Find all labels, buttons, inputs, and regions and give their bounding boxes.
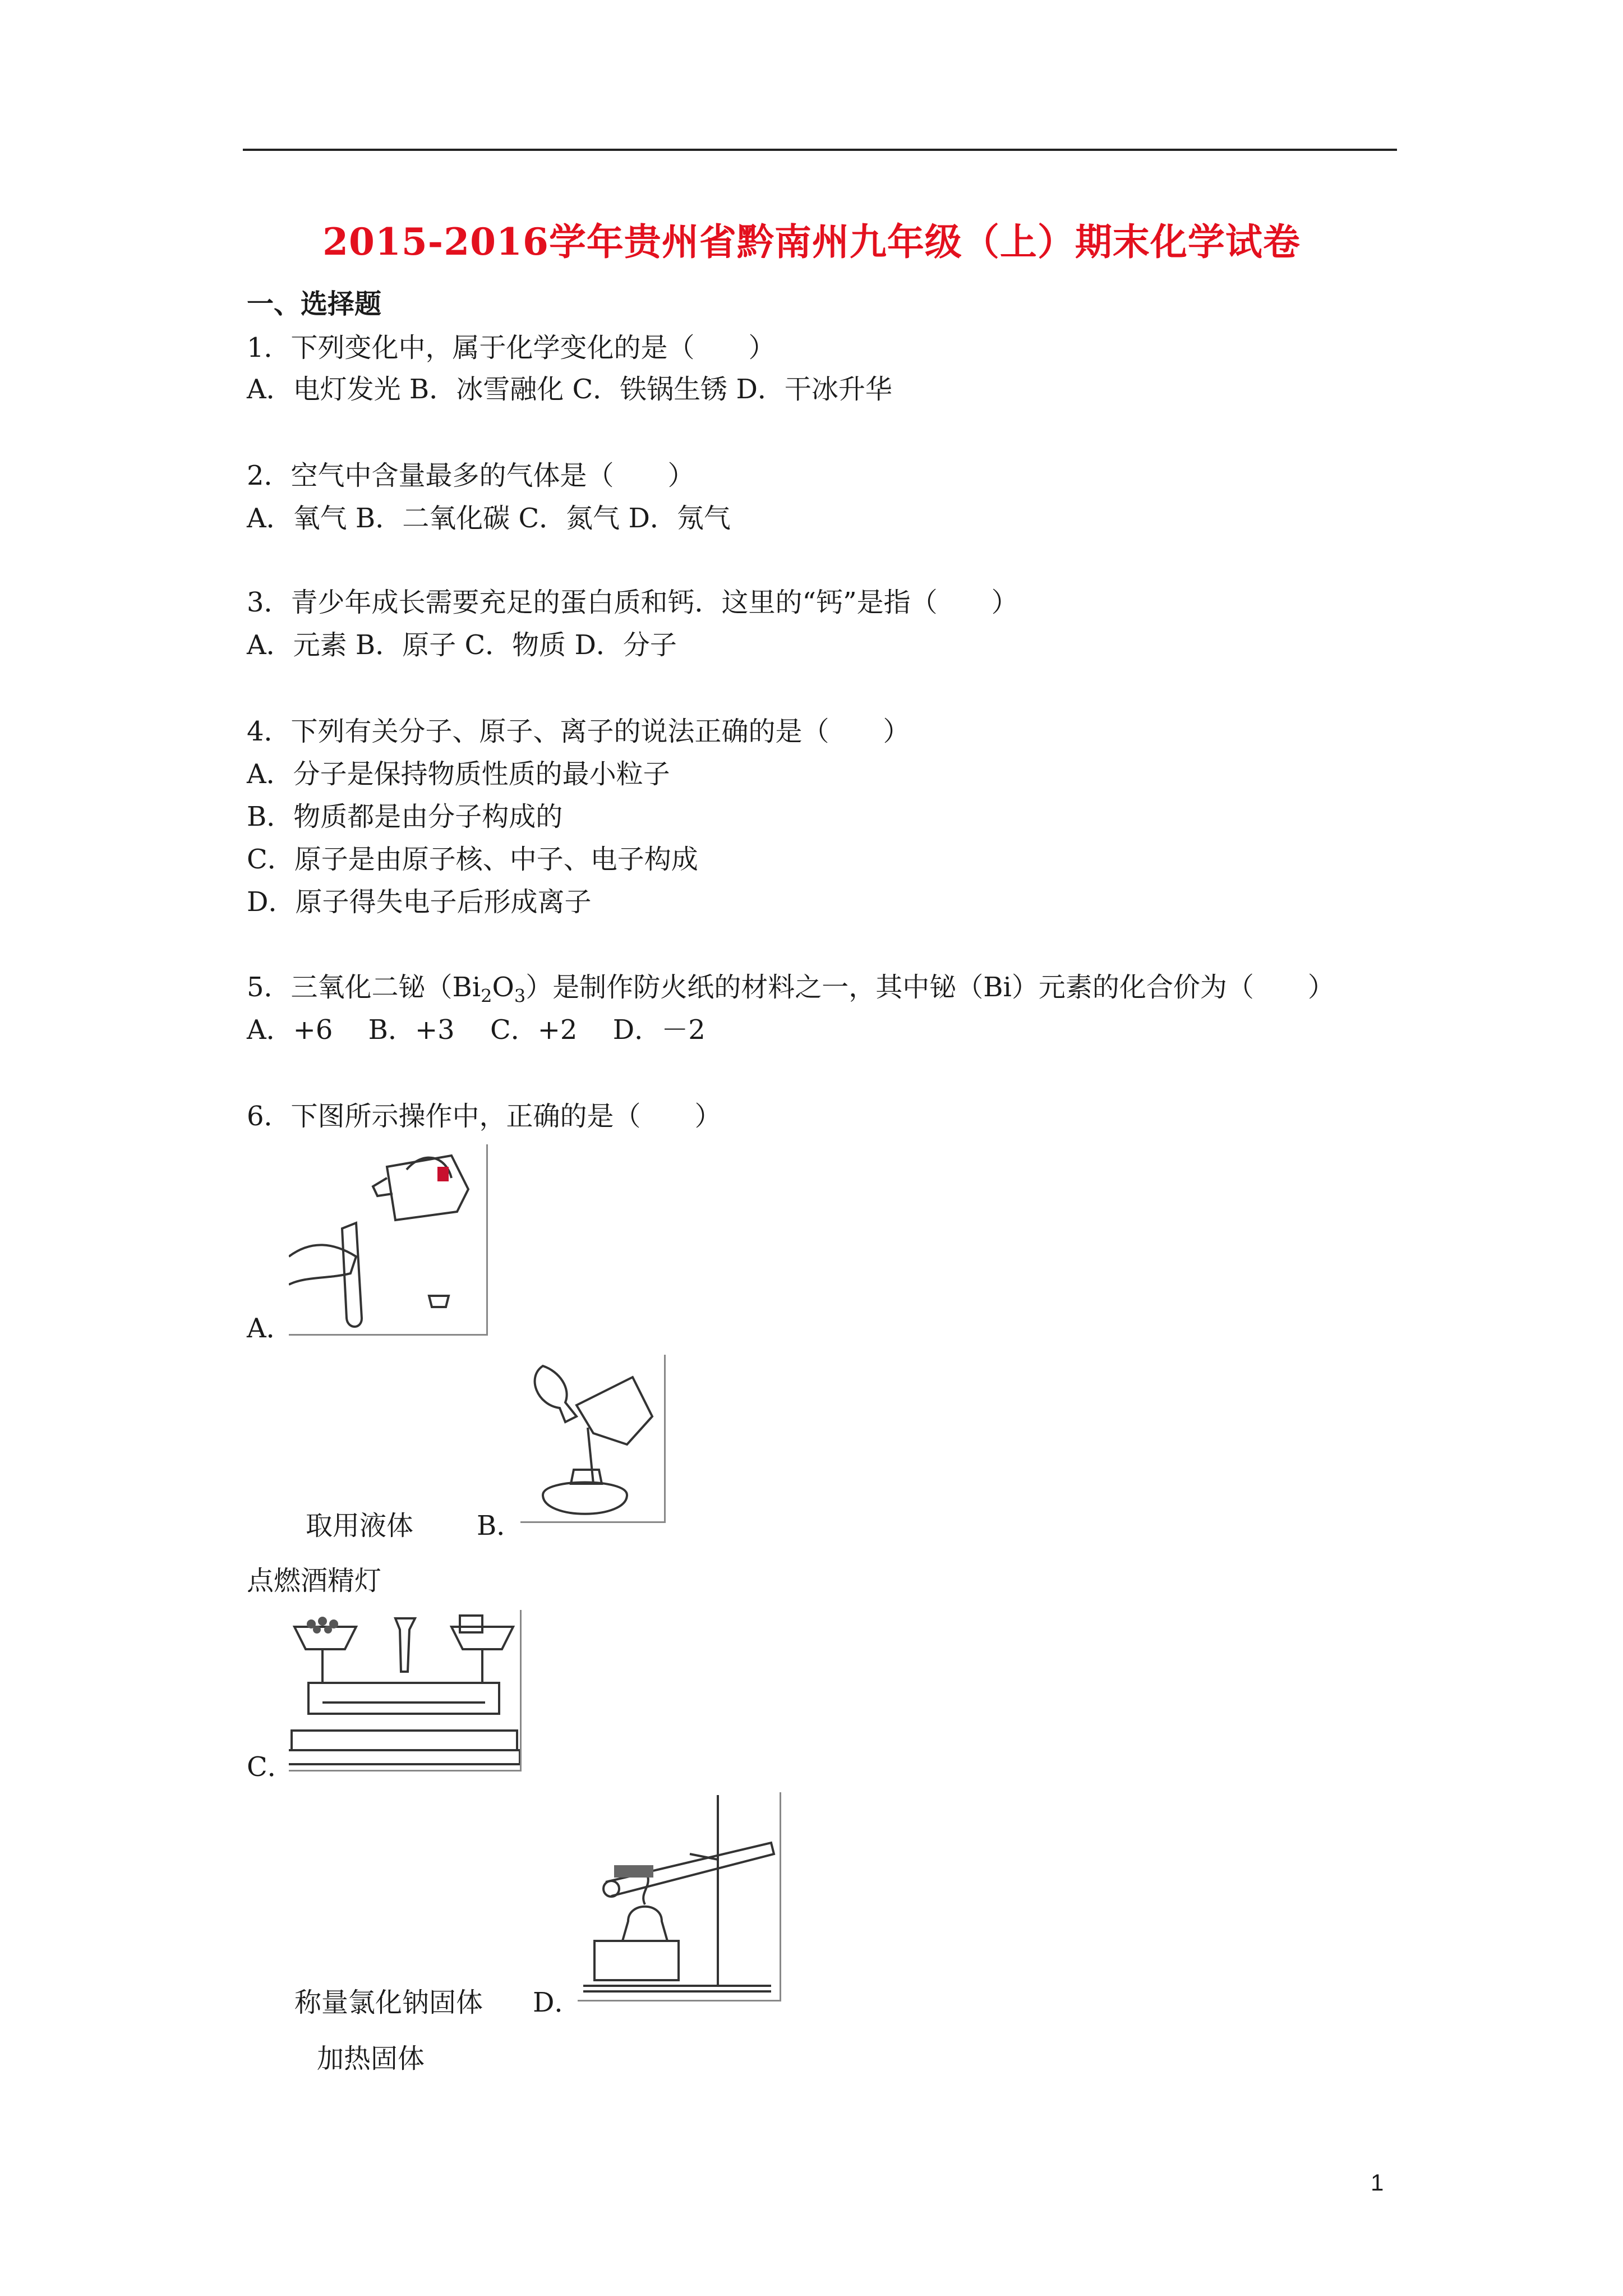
q2-options: A．氧气 B．二氧化碳 C．氮气 D．氖气 xyxy=(247,503,731,534)
figure-heat-solid xyxy=(578,1792,781,2001)
section-heading: 一、选择题 xyxy=(247,288,382,320)
q6-label-a: A． xyxy=(247,1313,293,1344)
q3-options: A．元素 B．原子 C．物质 D．分子 xyxy=(247,629,677,661)
q3-stem: 3．青少年成长需要充足的蛋白质和钙．这里的“钙”是指（ ） xyxy=(247,587,1018,618)
header-rule xyxy=(243,149,1397,151)
q5-stem: 5．三氧化二铋$(Bi_2O_3)$是制作防火纸的材料之一，其中铋（Bi）元素的化合价为（ ） xyxy=(247,972,1335,1007)
figure-light-lamp xyxy=(520,1355,666,1523)
q2-stem: 2．空气中含量最多的气体是（ ） xyxy=(247,460,695,491)
q6-label-b: B． xyxy=(477,1510,524,1542)
q6-caption-d: 加热固体 xyxy=(317,2043,425,2074)
figure-take-liquid xyxy=(289,1144,488,1336)
q6-caption-c: 称量氯化钠固体 xyxy=(294,1987,483,2018)
q1-stem: 1．下列变化中，属于化学变化的是（ ） xyxy=(247,332,776,364)
page-number: 1 xyxy=(1371,2169,1384,2196)
q4-option-c: C．原子是由原子核、中子、电子构成 xyxy=(247,844,698,875)
page-title: 2015-2016学年贵州省黔南州九年级（上）期末化学试卷 xyxy=(322,220,1301,264)
q6-label-c: C． xyxy=(247,1751,294,1783)
q6-label-d: D． xyxy=(533,1987,582,2018)
figure-balance xyxy=(289,1610,522,1772)
q4-option-a: A．分子是保持物质性质的最小粒子 xyxy=(247,758,670,790)
q6-caption-a: 取用液体 xyxy=(306,1510,414,1542)
q4-option-d: D．原子得失电子后形成离子 xyxy=(247,886,592,918)
q4-stem: 4．下列有关分子、原子、离子的说法正确的是（ ） xyxy=(247,716,910,747)
q5-options: A．+6 B．+3 C．+2 D．－2 xyxy=(247,1014,706,1046)
q4-option-b: B．物质都是由分子构成的 xyxy=(247,801,563,832)
q6-stem: 6．下图所示操作中，正确的是（ ） xyxy=(247,1101,722,1132)
q1-options: A．电灯发光 B．冰雪融化 C．铁锅生锈 D．干冰升华 xyxy=(247,374,892,405)
q6-caption-b: 点燃酒精灯 xyxy=(247,1565,382,1596)
